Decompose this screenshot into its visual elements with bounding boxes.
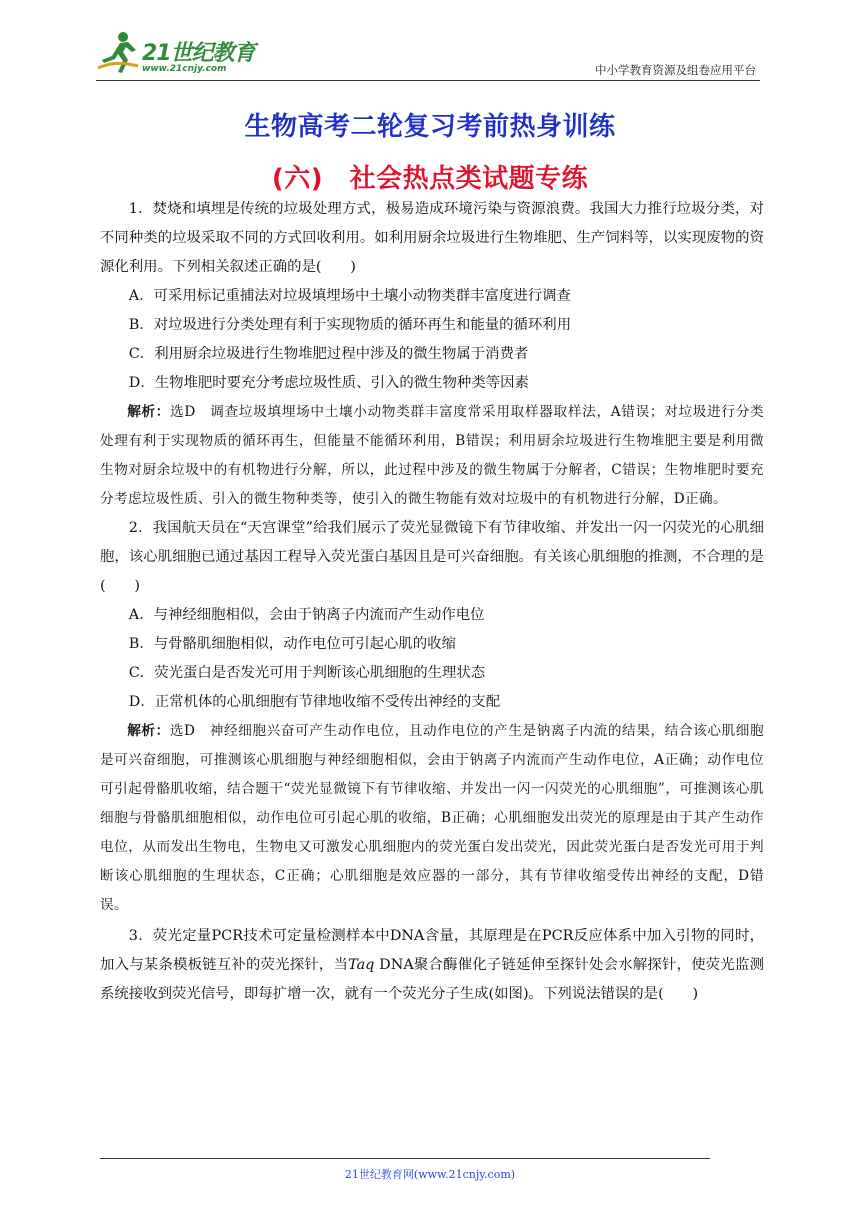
page-subtitle: (六) 社会热点类试题专练 (271, 164, 589, 194)
site-logo[interactable] (96, 30, 266, 80)
page-title: 生物高考二轮复习考前热身训练 (244, 112, 616, 142)
analysis-label: 解析： (127, 723, 170, 739)
analysis-text: 选D 神经细胞兴奋可产生动作电位，且动作电位的产生是钠离子内流的结果，结合该心肌细胞是可兴奋细胞，可推测该心肌细胞与神经细胞相似，会由于钠离子内流而产生动作电位，A正确；动作电位可引起骨骼肌收缩，结合题干“荧光显微镜下有节律收缩、并发出一闪一闪荧光的心肌细胞”，可推测该心肌细胞与骨骼肌细胞相似，动作电位可引起心肌的收缩，B正确；心肌细胞发出荧光的原理是由于其产生动作电位，从而发出生物电，生物电又可激发心肌细胞内的荧光蛋白发出荧光，因此荧光蛋白是否发光可用于判断该心肌细胞的生理状态，C正确；心肌细胞是效应器的一部分，其有节律收缩受传出神经的支配，D错误。 (100, 723, 764, 913)
platform-name: 中小学教育资源及组卷应用平台 (595, 63, 756, 77)
question-1-option-b: B．对垃圾进行分类处理有利于实现物质的循环再生和能量的循环利用 (128, 317, 572, 333)
question-2-option-a: A．与神经细胞相似，会由于钠离子内流而产生动作电位 (128, 607, 485, 623)
question-3-stem (100, 922, 764, 1009)
footer-divider (100, 1158, 710, 1159)
question-1-analysis (100, 398, 764, 514)
taq-term: Taq (348, 957, 375, 973)
question-1-option-a: A．可采用标记重捕法对垃圾填埋场中土壤小动物类群丰富度进行调查 (128, 288, 571, 304)
question-2-option-b: B．与骨骼肌细胞相似，动作电位可引起心肌的收缩 (128, 636, 456, 652)
question-1-option-d: D．生物堆肥时要充分考虑垃圾性质、引入的微生物种类等因素 (128, 375, 529, 391)
document-body (100, 195, 764, 1009)
question-1-stem: 1．焚烧和填埋是传统的垃圾处理方式，极易造成环境污染与资源浪费。我国大力推行垃圾分类，对不同种类的垃圾采取不同的方式回收利用。如利用厨余垃圾进行生物堆肥、生产饲料等，以实现废物的资源化利用。下列相关叙述正确的是( ) (100, 201, 764, 275)
analysis-text: 选D 调查垃圾填埋场中土壤小动物类群丰富度常采用取样器取样法，A错误；对垃圾进行分类处理有利于实现物质的循环再生，但能量不能循环利用，B错误；利用厨余垃圾进行生物堆肥主要是利用微生物对厨余垃圾中的有机物进行分解，所以，此过程中涉及的微生物属于分解者，C错误；生物堆肥时要充分考虑垃圾性质、引入的微生物种类等，使引入的微生物能有效对垃圾中的有机物进行分解，D正确。 (100, 404, 764, 507)
question-2-stem: 2．我国航天员在“天宫课堂”给我们展示了荧光显微镜下有节律收缩、并发出一闪一闪荧光的心肌细胞，该心肌细胞已通过基因工程导入荧光蛋白基因且是可兴奋细胞。有关该心肌细胞的推测，不合理的是( ) (100, 520, 764, 594)
question-1-option-c: C．利用厨余垃圾进行生物堆肥过程中涉及的微生物属于消费者 (128, 346, 529, 362)
analysis-label: 解析： (127, 404, 171, 420)
logo-title: 21世纪教育 (142, 41, 255, 66)
question-3-stem-part-a: 3．荧光定量PCR技术可定量检测样本中DNA含量，其原理是在PCR反应体系中加入引物的同时，加入与某条模板链互补的荧光探针，当 (100, 928, 764, 973)
question-3-stem-part-b: DNA聚合酶催化子链延伸至探针处会水解探针，使荧光监测系统接收到荧光信号，即每扩增一次，就有一个荧光分子生成(如图)。下列说法错误的是( ) (100, 957, 764, 1002)
footer-link[interactable]: 21世纪教育网(www.21cnjy.com) (344, 1168, 516, 1181)
question-2-option-c: C．荧光蛋白是否发光可用于判断该心肌细胞的生理状态 (128, 665, 486, 681)
runner-icon (96, 30, 140, 74)
header-divider (96, 80, 760, 81)
logo-url: www.21cnjy.com (142, 64, 227, 74)
question-2-analysis (100, 717, 764, 920)
page-header (96, 30, 760, 82)
question-2-option-d: D．正常机体的心肌细胞有节律地收缩不受传出神经的支配 (128, 694, 501, 710)
